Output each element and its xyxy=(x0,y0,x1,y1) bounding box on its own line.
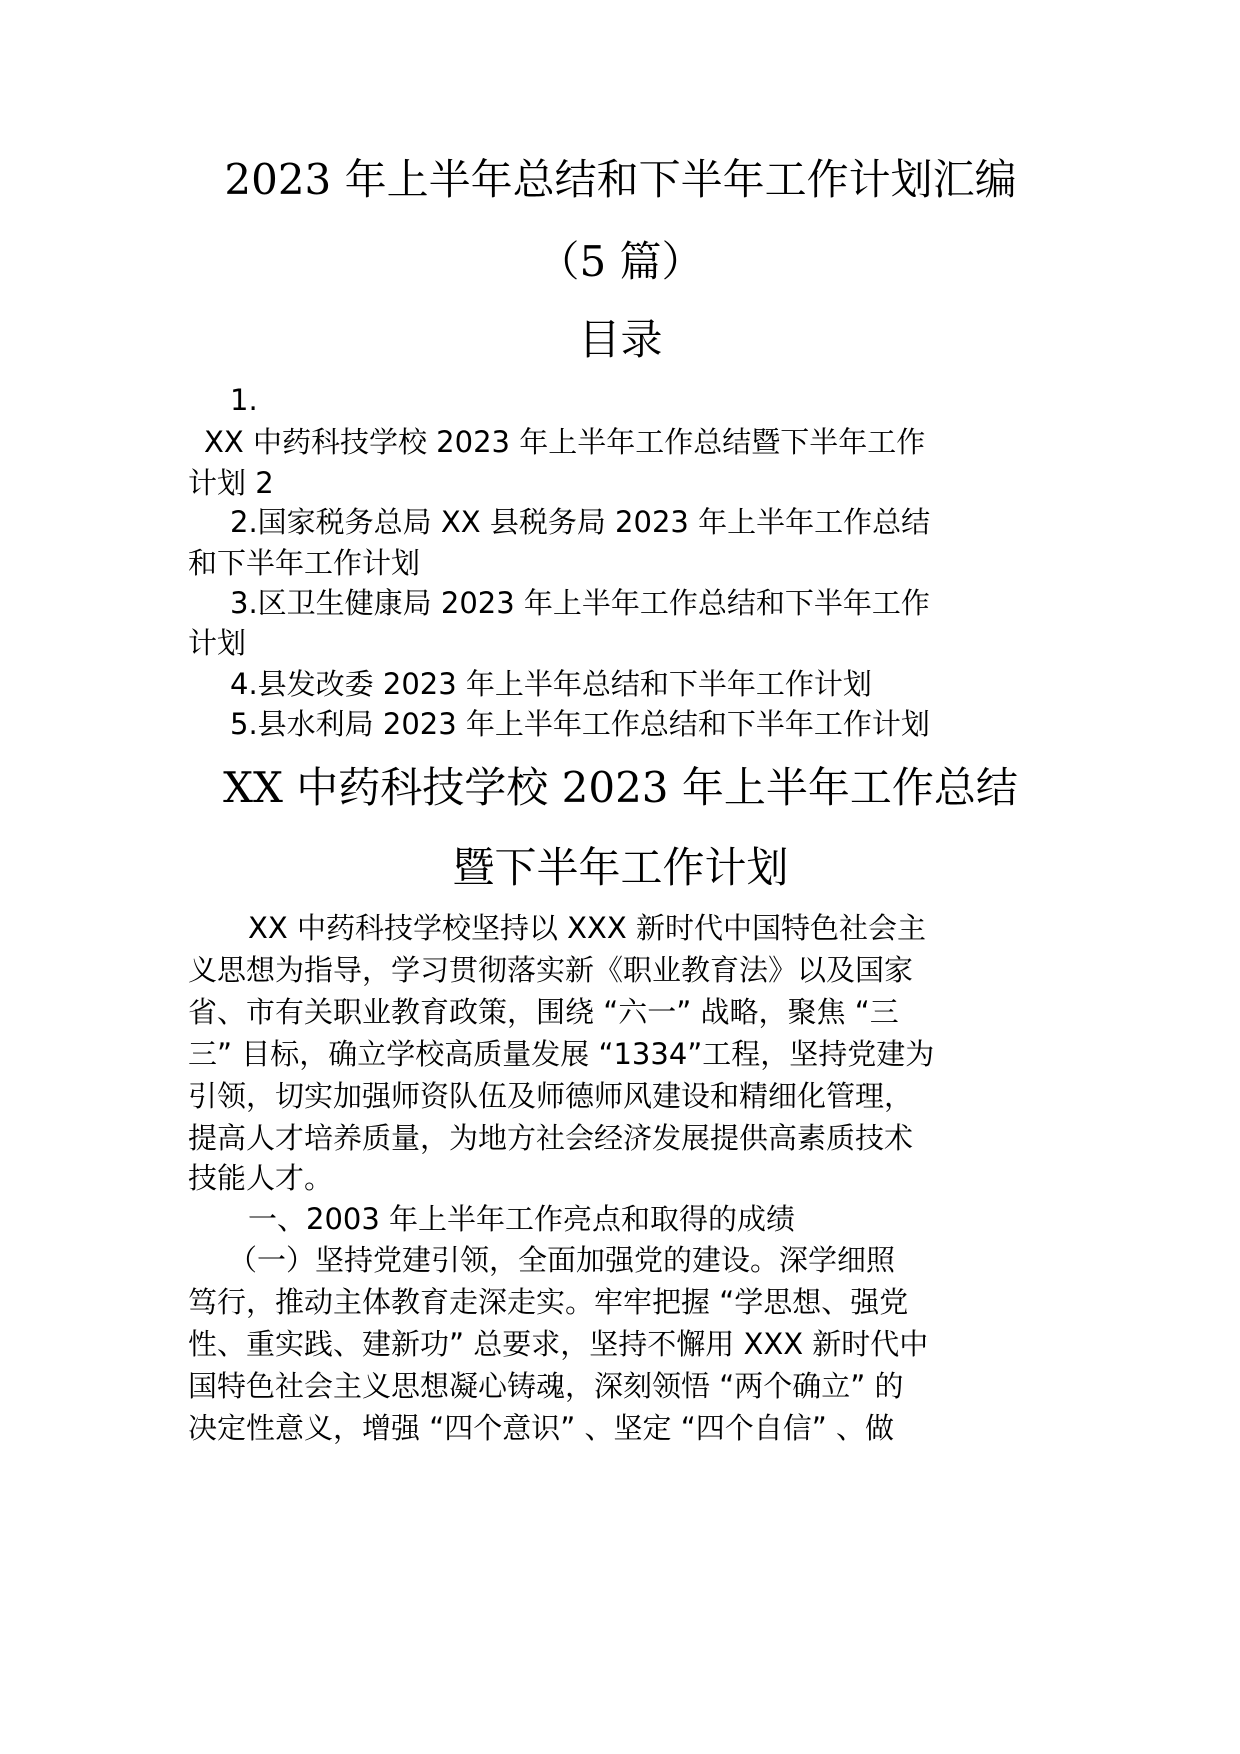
section-line-5: 决定性意义，增强 “四个意识” 、坚定 “四个自信” 、做 xyxy=(188,1411,894,1445)
intro-line-4: 三” 目标，确立学校高质量发展 “1334”工程，坚持党建为 xyxy=(188,1037,935,1071)
doc-title-line-1: 2023 年上半年总结和下半年工作计划汇编 xyxy=(224,155,1017,204)
article-title-line-2: 暨下半年工作计划 xyxy=(452,843,789,892)
doc-title-line-2: （5 篇） xyxy=(537,237,704,286)
toc-item-3: 3.区卫生健康局 2023 年上半年工作总结和下半年工作 xyxy=(230,586,930,620)
section-line-1: （一）坚持党建引领，全面加强党的建设。深学细照 xyxy=(228,1243,896,1277)
toc-item-1-number: 1. xyxy=(230,383,258,417)
toc-item-3-continued: 计划 xyxy=(188,626,247,660)
toc-item-2-continued: 和下半年工作计划 xyxy=(188,546,421,580)
intro-line-3: 省、市有关职业教育政策，围绕 “六一” 战略，聚焦 “三 xyxy=(188,995,899,1029)
article-title-line-1: XX 中药科技学校 2023 年上半年工作总结 xyxy=(223,763,1018,812)
intro-line-7: 技能人才。 xyxy=(188,1161,334,1195)
toc-item-1-continued: 计划 2 xyxy=(188,466,274,500)
section-heading: 一、2003 年上半年工作亮点和取得的成绩 xyxy=(248,1202,796,1236)
intro-line-5: 引领，切实加强师资队伍及师德师风建设和精细化管理， xyxy=(188,1079,914,1113)
section-line-3: 性、重实践、建新功” 总要求，坚持不懈用 XXX 新时代中 xyxy=(188,1327,929,1361)
intro-line-1: XX 中药科技学校坚持以 XXX 新时代中国特色社会主 xyxy=(248,911,926,945)
toc-item-5: 5.县水利局 2023 年上半年工作总结和下半年工作计划 xyxy=(230,707,930,741)
section-line-4: 国特色社会主义思想凝心铸魂，深刻领悟 “两个确立” 的 xyxy=(188,1369,904,1403)
toc-item-1-text: XX 中药科技学校 2023 年上半年工作总结暨下半年工作 xyxy=(204,425,926,459)
intro-line-6: 提高人才培养质量，为地方社会经济发展提供高素质技术 xyxy=(188,1121,914,1155)
section-line-2: 笃行，推动主体教育走深走实。牢牢把握 “学思想、强党 xyxy=(188,1285,909,1319)
toc-item-2: 2.国家税务总局 XX 县税务局 2023 年上半年工作总结 xyxy=(230,505,931,539)
intro-line-2: 义思想为指导，学习贯彻落实新《职业教育法》以及国家 xyxy=(188,953,914,987)
toc-item-4: 4.县发改委 2023 年上半年总结和下半年工作计划 xyxy=(230,667,872,701)
toc-heading: 目录 xyxy=(578,315,663,364)
